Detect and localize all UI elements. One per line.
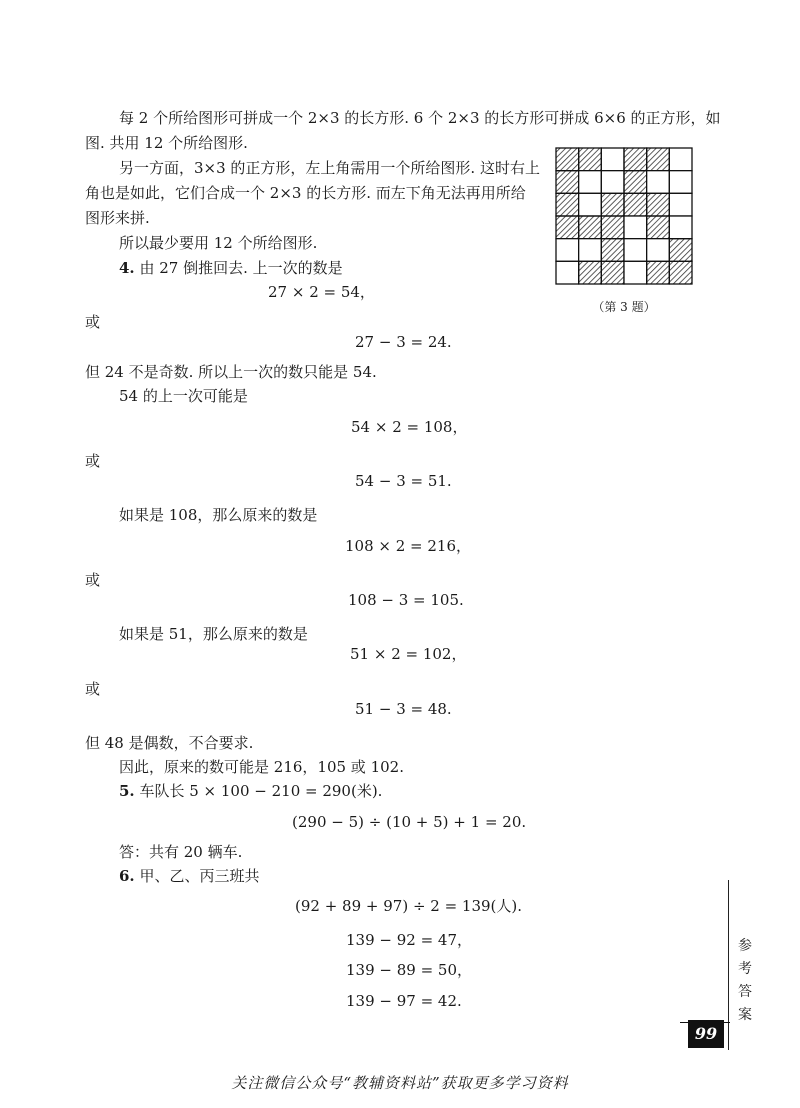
hatched-cell <box>669 261 692 284</box>
empty-cell <box>669 148 692 171</box>
empty-cell <box>647 239 670 262</box>
side-rule <box>728 880 729 1050</box>
text-line: 如果是 108，那么原来的数是 <box>119 506 318 524</box>
empty-cell <box>624 216 647 239</box>
empty-cell <box>624 239 647 262</box>
equation: 139 − 89 = 50， <box>346 961 473 979</box>
equation: (92 + 89 + 97) ÷ 2 = 139(人). <box>295 897 523 915</box>
hatched-cell <box>624 171 647 194</box>
text-line: 图形来拼. <box>85 209 150 227</box>
problem-text: 车队长 5 × 100 − 210 = 290(米). <box>139 782 383 800</box>
equation: 51 − 3 = 48. <box>355 700 452 718</box>
equation: 139 − 97 = 42. <box>346 992 462 1010</box>
empty-cell <box>579 171 602 194</box>
equation: 139 − 92 = 47， <box>346 931 473 949</box>
figure-caption: （第 3 题） <box>592 300 656 314</box>
text-line: 或 <box>85 571 101 589</box>
problem-text: 由 27 倒推回去. 上一次的数是 <box>139 259 343 277</box>
empty-cell <box>579 193 602 216</box>
equation: (290 − 5) ÷ (10 + 5) + 1 = 20. <box>292 813 527 831</box>
empty-cell <box>556 261 579 284</box>
problem-5-heading <box>119 781 382 801</box>
text-line: 但 24 不是奇数. 所以上一次的数只能是 54. <box>85 363 377 381</box>
hatched-cell <box>579 216 602 239</box>
text-line: 54 的上一次可能是 <box>119 387 248 405</box>
hatched-cell <box>601 193 624 216</box>
hatched-cell <box>647 261 670 284</box>
text-line: 但 48 是偶数，不合要求. <box>85 734 254 752</box>
hatched-cell <box>556 148 579 171</box>
hatched-cell <box>624 193 647 216</box>
problem-number: 4. <box>119 259 135 277</box>
problem-text: 甲、乙、丙三班共 <box>139 867 260 885</box>
hatched-cell <box>647 193 670 216</box>
problem-4-heading <box>119 258 343 278</box>
footer-watermark: 关注微信公众号“教辅资料站”获取更多学习资料 <box>231 1074 569 1092</box>
text-line: 角也是如此，它们合成一个 2×3 的长方形. 而左下角无法再用所给 <box>85 184 526 202</box>
empty-cell <box>669 171 692 194</box>
equation: 27 × 2 = 54， <box>268 283 375 301</box>
equation: 27 − 3 = 24. <box>355 333 452 351</box>
equation: 54 × 2 = 108， <box>351 418 468 436</box>
problem-number: 6. <box>119 867 135 885</box>
tiling-grid-figure <box>555 147 693 285</box>
empty-cell <box>669 216 692 239</box>
hatched-cell <box>601 239 624 262</box>
text-line: 或 <box>85 313 101 331</box>
hatched-cell <box>601 261 624 284</box>
equation: 51 × 2 = 102， <box>350 645 467 663</box>
empty-cell <box>579 239 602 262</box>
text-line: 每 2 个所给图形可拼成一个 2×3 的长方形. 6 个 2×3 的长方形可拼成 6×6 的正方形，如 <box>119 109 721 127</box>
hatched-cell <box>647 216 670 239</box>
text-line: 所以最少要用 12 个所给图形. <box>119 234 318 252</box>
text-line: 或 <box>85 680 101 698</box>
text-line: 答：共有 20 辆车. <box>119 843 243 861</box>
empty-cell <box>669 193 692 216</box>
equation: 54 − 3 = 51. <box>355 472 452 490</box>
problem-6-heading <box>119 866 259 886</box>
text-line: 或 <box>85 452 101 470</box>
hatched-cell <box>556 171 579 194</box>
page-number: 99 <box>688 1020 724 1048</box>
empty-cell <box>556 239 579 262</box>
text-line: 如果是 51，那么原来的数是 <box>119 625 308 643</box>
text-line: 图. 共用 12 个所给图形. <box>85 134 248 152</box>
empty-cell <box>647 171 670 194</box>
side-section-label: 参考答案 <box>738 938 752 1023</box>
problem-number: 5. <box>119 782 135 800</box>
hatched-cell <box>579 148 602 171</box>
equation: 108 × 2 = 216， <box>345 537 472 555</box>
hatched-cell <box>624 148 647 171</box>
equation: 108 − 3 = 105. <box>348 591 464 609</box>
text-line: 另一方面，3×3 的正方形，左上角需用一个所给图形. 这时右上 <box>119 159 540 177</box>
hatched-cell <box>669 239 692 262</box>
hatched-cell <box>601 216 624 239</box>
empty-cell <box>601 171 624 194</box>
hatched-cell <box>579 261 602 284</box>
empty-cell <box>601 148 624 171</box>
empty-cell <box>624 261 647 284</box>
hatched-cell <box>647 148 670 171</box>
hatched-cell <box>556 193 579 216</box>
text-line: 因此，原来的数可能是 216，105 或 102. <box>119 758 404 776</box>
hatched-cell <box>556 216 579 239</box>
